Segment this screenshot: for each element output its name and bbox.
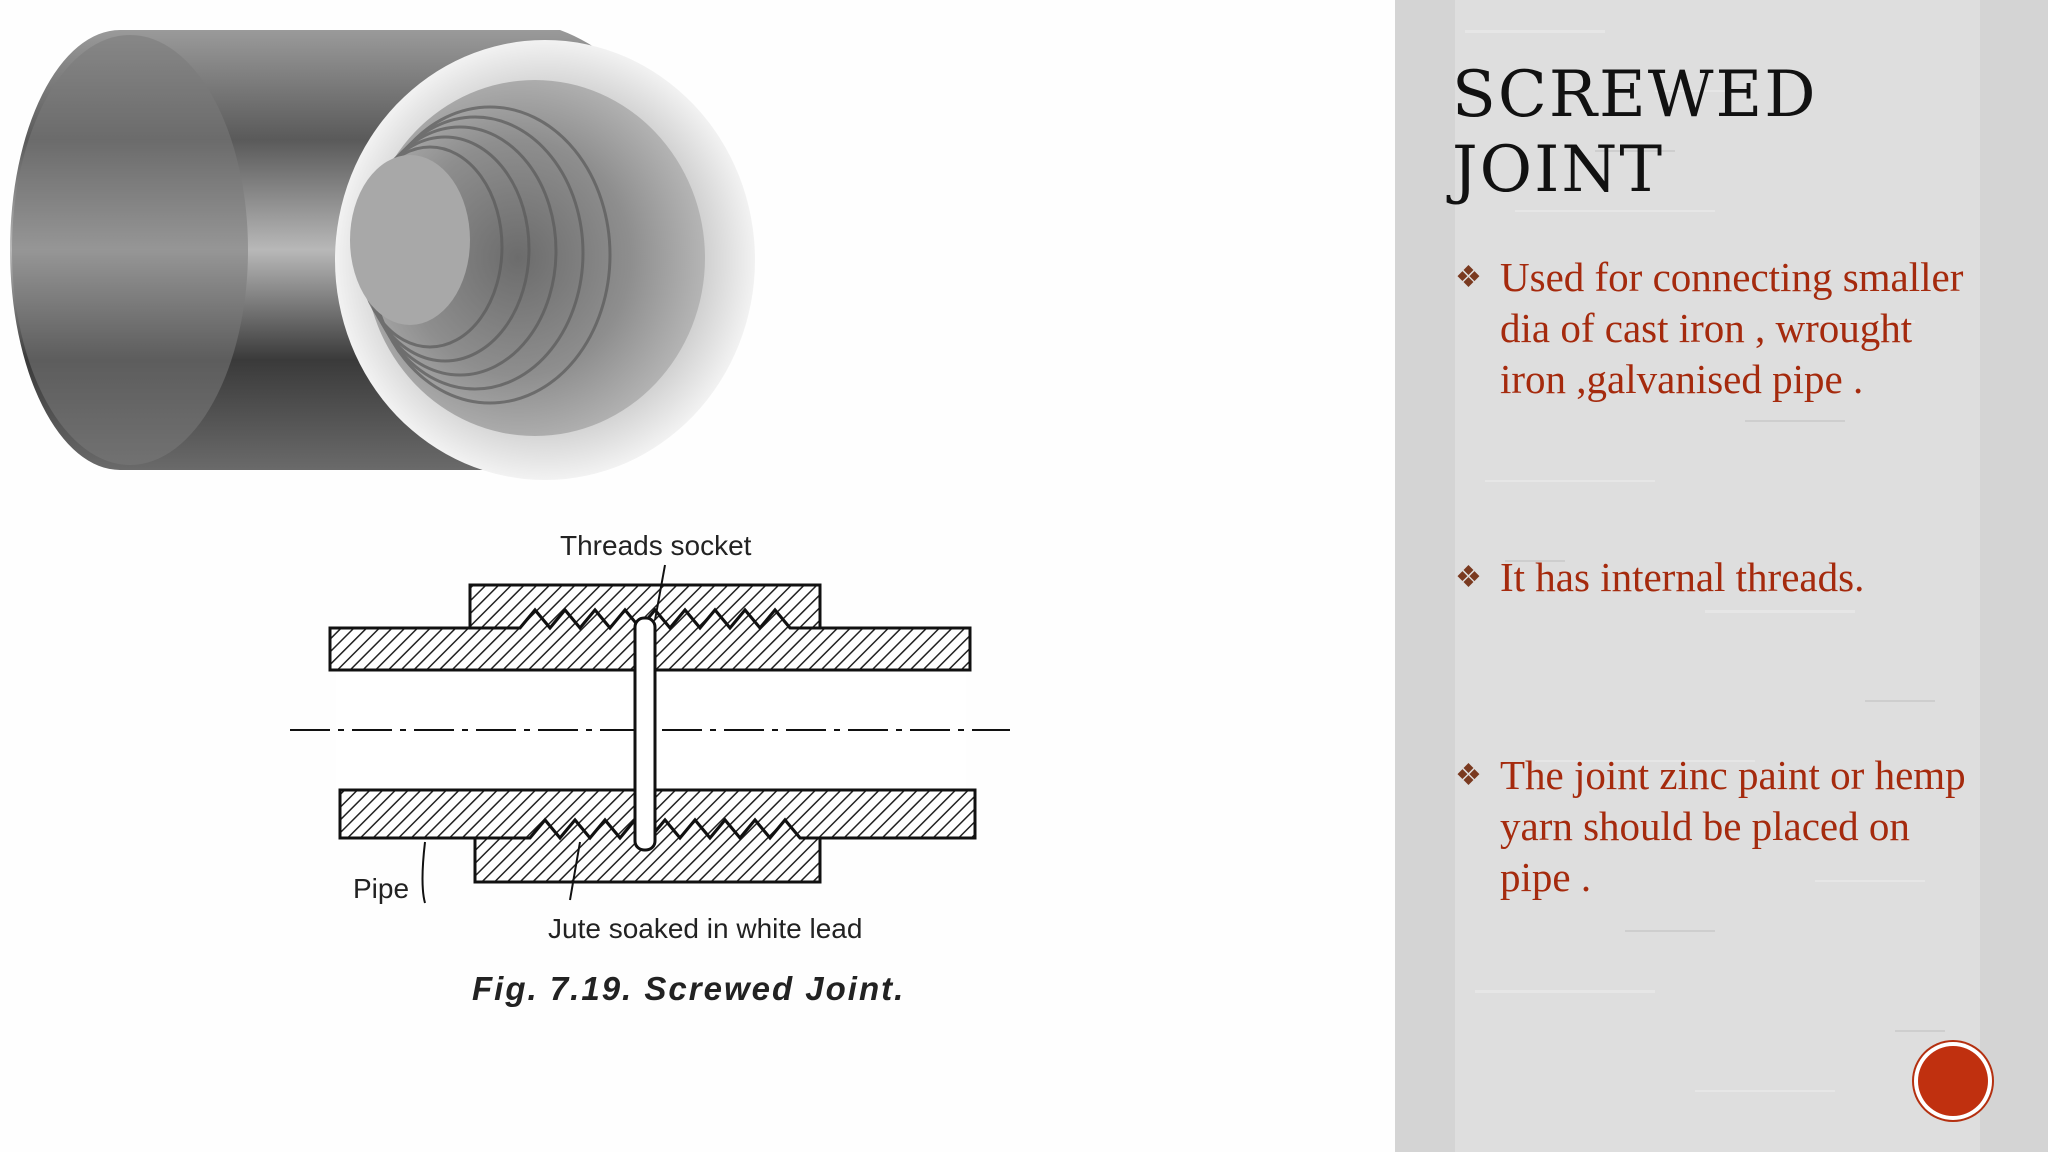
- bullet-text: It has internal threads.: [1500, 554, 1865, 600]
- bullet-item: [1455, 252, 1975, 405]
- title-line-2: JOINT: [1452, 133, 1665, 207]
- bullet-text: The joint zinc paint or hemp yarn should be placed on pipe .: [1500, 752, 1966, 900]
- diamond-fleuron-icon: ❖: [1455, 261, 1482, 294]
- screwed-joint-diagram: [270, 520, 1030, 1040]
- diamond-fleuron-icon: ❖: [1455, 561, 1482, 594]
- slide-title: [1452, 58, 1818, 208]
- label-threads-socket: Threads socket: [560, 530, 752, 561]
- pipe-coupling-photo: [0, 0, 780, 480]
- circle-nav-icon[interactable]: [1918, 1046, 1988, 1116]
- bullet-item: [1455, 552, 1864, 603]
- bullet-item: [1455, 750, 1975, 903]
- label-pipe: Pipe: [353, 873, 410, 904]
- label-jute: Jute soaked in white lead: [548, 913, 863, 944]
- diamond-fleuron-icon: ❖: [1455, 759, 1482, 792]
- title-line-1: SCREWED: [1452, 58, 1818, 132]
- figure-caption: Fig. 7.19. Screwed Joint.: [472, 970, 906, 1007]
- bullet-text: Used for connecting smaller dia of cast iron , wrought iron ,galvanised pipe .: [1500, 254, 1964, 402]
